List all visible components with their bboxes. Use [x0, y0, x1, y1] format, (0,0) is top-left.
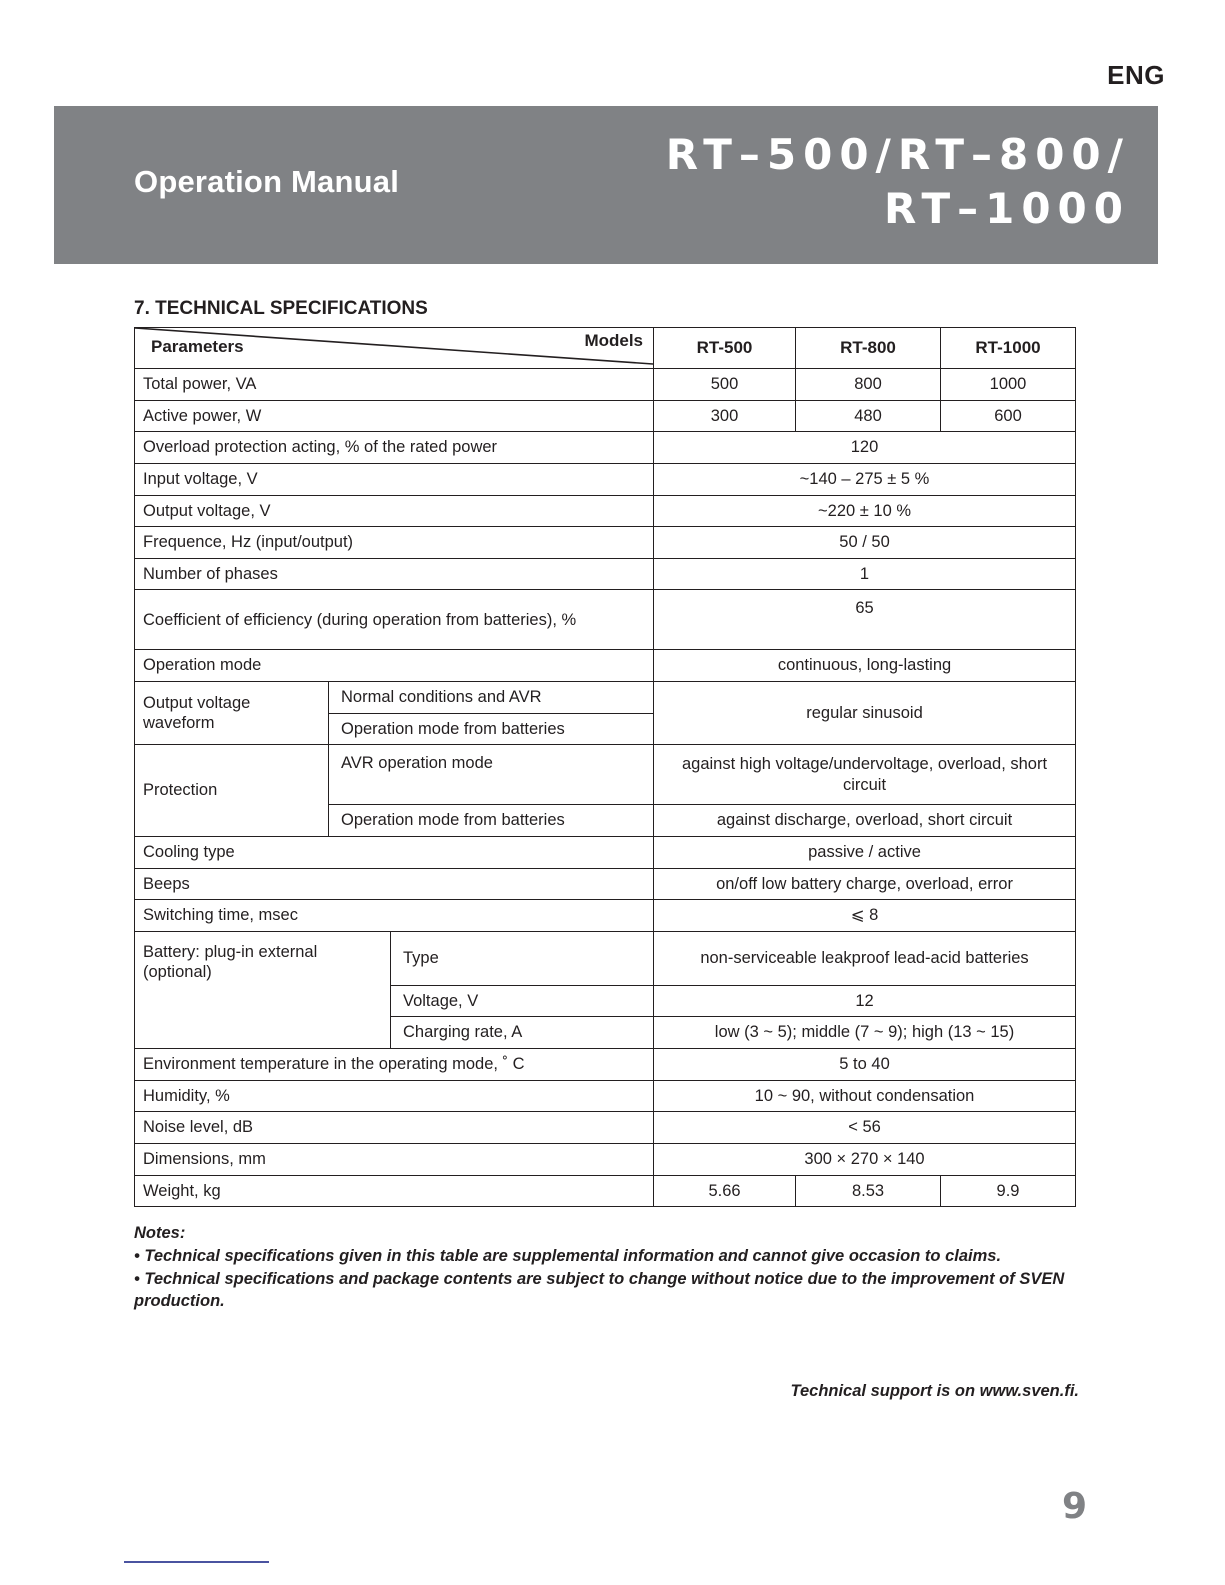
row-label: Frequence, Hz (input/output): [135, 527, 654, 559]
row-label: Cooling type: [135, 836, 654, 868]
row-value: against high voltage/undervoltage, overload, short circuit: [654, 745, 1076, 805]
row-value: 800: [796, 369, 941, 401]
row-label: Beeps: [135, 868, 654, 900]
table-row: [135, 558, 1076, 590]
parameters-label: Parameters: [151, 337, 244, 356]
row-value: on/off low battery charge, overload, error: [654, 868, 1076, 900]
row-value: 9.9: [941, 1175, 1076, 1207]
row-value: 5.66: [654, 1175, 796, 1207]
row-sublabel: Charging rate, A: [391, 1017, 654, 1049]
row-label: Operation mode: [135, 650, 654, 682]
table-row: [135, 836, 1076, 868]
table-row: [135, 1080, 1076, 1112]
table-row: [135, 495, 1076, 527]
row-value: ~140 – 275 ± 5 %: [654, 463, 1076, 495]
table-row: [135, 369, 1076, 401]
row-label: Input voltage, V: [135, 463, 654, 495]
table-header-row: [135, 328, 1076, 369]
table-row: [135, 1049, 1076, 1081]
row-label: Coefficient of efficiency (during operation from batteries), %: [135, 590, 654, 650]
row-value: ~220 ± 10 %: [654, 495, 1076, 527]
row-value: non-serviceable leakproof lead-acid batteries: [654, 931, 1076, 985]
row-label: Output voltage, V: [135, 495, 654, 527]
table-row: [135, 1143, 1076, 1175]
row-value: against discharge, overload, short circuit: [654, 805, 1076, 837]
title-banner: [54, 106, 1158, 264]
row-label: Switching time, msec: [135, 900, 654, 932]
table-row: [135, 868, 1076, 900]
banner-model-line-1: RT–500/RT–800/: [665, 130, 1130, 179]
table-row: [135, 590, 1076, 650]
table-row: [135, 650, 1076, 682]
row-value: < 56: [654, 1112, 1076, 1144]
row-label: Active power, W: [135, 400, 654, 432]
row-value: regular sinusoid: [654, 682, 1076, 745]
language-tag: ENG: [1107, 60, 1165, 90]
table-row: [135, 463, 1076, 495]
row-value: 65: [654, 590, 1076, 650]
row-label: Noise level, dB: [135, 1112, 654, 1144]
row-label: Dimensions, mm: [135, 1143, 654, 1175]
note-item-2: • Technical specifications and package contents are subject to change without notice due to the improvement of SVEN production.: [134, 1269, 1065, 1311]
table-row: [135, 400, 1076, 432]
row-sublabel: AVR operation mode: [329, 745, 654, 805]
page-number: 9: [1061, 1486, 1087, 1527]
models-label: Models: [584, 331, 644, 350]
technical-support-line: Technical support is on www.sven.fi.: [790, 1382, 1079, 1400]
row-value: 1000: [941, 369, 1076, 401]
row-sublabel: Normal conditions and AVR: [329, 682, 654, 714]
row-value: 120: [654, 432, 1076, 464]
row-sublabel: Operation mode from batteries: [329, 713, 654, 745]
row-value: 300: [654, 400, 796, 432]
section-heading: 7. TECHNICAL SPECIFICATIONS: [134, 298, 428, 319]
technical-specifications-table: [134, 327, 1076, 1207]
row-value: 5 to 40: [654, 1049, 1076, 1081]
bottom-rule: [124, 1561, 269, 1563]
table-row: [135, 931, 1076, 985]
table-row: [135, 900, 1076, 932]
row-label: Protection: [135, 745, 329, 837]
row-value: 1: [654, 558, 1076, 590]
row-value: passive / active: [654, 836, 1076, 868]
row-sublabel: Operation mode from batteries: [329, 805, 654, 837]
row-label: Environment temperature in the operating mode, ˚ C: [135, 1049, 654, 1081]
banner-model-names: [666, 128, 1130, 236]
table-row: [135, 527, 1076, 559]
row-value: low (3 ~ 5); middle (7 ~ 9); high (13 ~ 15): [654, 1017, 1076, 1049]
row-value: 8.53: [796, 1175, 941, 1207]
banner-model-line-2: RT–1000: [884, 183, 1130, 233]
notes-block: [134, 1222, 1084, 1313]
model-header-rt1000: RT-1000: [941, 328, 1076, 369]
row-label: Weight, kg: [135, 1175, 654, 1207]
row-value: 12: [654, 985, 1076, 1017]
table-row: [135, 1112, 1076, 1144]
table-corner-cell: [135, 328, 654, 369]
table-row: [135, 1175, 1076, 1207]
note-item-1: • Technical specifications given in this table are supplemental information and cannot give occasion to claims.: [134, 1246, 1002, 1265]
row-value: 300 × 270 × 140: [654, 1143, 1076, 1175]
row-label: Overload protection acting, % of the rated power: [135, 432, 654, 464]
notes-heading: Notes:: [134, 1224, 186, 1242]
model-header-rt500: RT-500: [654, 328, 796, 369]
table-row: [135, 682, 1076, 714]
table-row: [135, 745, 1076, 805]
row-value: ⩽ 8: [654, 900, 1076, 932]
row-label: Total power, VA: [135, 369, 654, 401]
row-value: 10 ~ 90, without condensation: [654, 1080, 1076, 1112]
row-value: continuous, long-lasting: [654, 650, 1076, 682]
row-label: Humidity, %: [135, 1080, 654, 1112]
row-label: Number of phases: [135, 558, 654, 590]
row-value: 500: [654, 369, 796, 401]
model-header-rt800: RT-800: [796, 328, 941, 369]
row-sublabel: Type: [391, 931, 654, 985]
manual-title: Operation Manual: [134, 164, 400, 199]
row-label: Output voltage waveform: [135, 682, 329, 745]
row-value: 50 / 50: [654, 527, 1076, 559]
row-label: Battery: plug-in external (optional): [135, 931, 391, 1048]
row-sublabel: Voltage, V: [391, 985, 654, 1017]
row-value: 600: [941, 400, 1076, 432]
table-row: [135, 432, 1076, 464]
row-value: 480: [796, 400, 941, 432]
